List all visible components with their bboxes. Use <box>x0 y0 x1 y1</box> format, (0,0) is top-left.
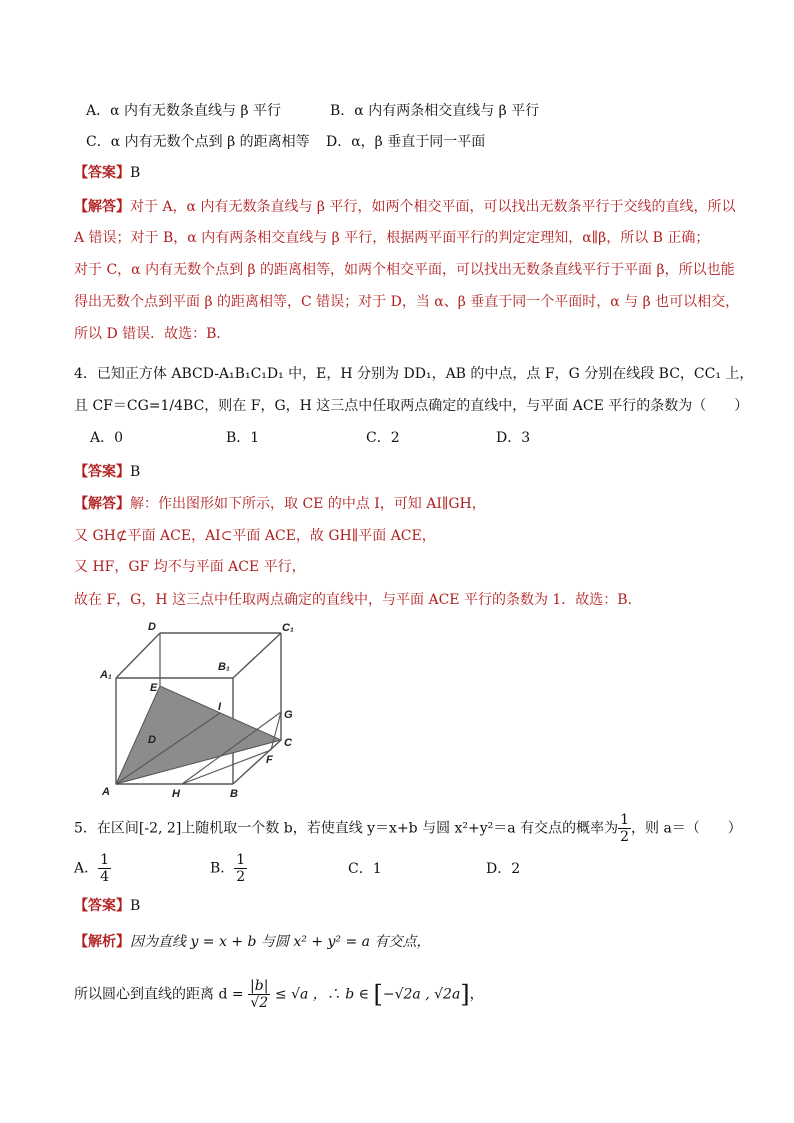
q4-solution-line-2: 又 GH⊄平面 ACE，AI⊂平面 ACE，故 GH∥平面 ACE， <box>74 528 436 544</box>
left-bracket: [ <box>373 980 383 1009</box>
analysis-text: 所以圆心到直线的距离 d = <box>74 986 244 1003</box>
q3-option-d: D．α，β 垂直于同一平面 <box>326 134 486 150</box>
label-d1: D <box>148 621 156 633</box>
fraction-denominator: 4 <box>100 869 110 885</box>
q4-solution-line-4: 故在 F，G，H 这三点中任取两点确定的直线中，与平面 ACE 平行的条数为 1．故选：B． <box>74 592 642 608</box>
q4-stem-line-1: 4．已知正方体 ABCD-A₁B₁C₁D₁ 中，E，H 分别为 DD₁，AB 的中点，点 F，G 分别在线段 BC，CC₁ 上， <box>74 366 754 382</box>
q4-solution-line-1 <box>74 494 486 514</box>
analysis-text: 因为直线 y = x + b 与圆 x² + y² = a 有交点， <box>130 934 431 950</box>
q4-option-d: D．3 <box>496 430 531 446</box>
triangle-ace <box>116 686 281 784</box>
label-c1: C₁ <box>282 622 294 634</box>
q5-option-b <box>210 852 247 885</box>
answer-value: B <box>130 898 141 914</box>
q3-solution-line-3: 对于 C，α 内有无数个点到 β 的距离相等，如两个相交平面，可以找出无数条直线平行于平面 β，所以也能 <box>74 262 735 278</box>
q3-option-a: A．α 内有无数条直线与 β 平行 <box>86 103 282 119</box>
label-h: H <box>172 788 180 800</box>
q5-analysis-line-1 <box>74 932 430 952</box>
analysis-tail: ， <box>469 986 484 1003</box>
q4-stem-line-2: 且 CF＝CG=1/4BC，则在 F，G，H 这三点中任取两点确定的直线中，与平面 ACE 平行的条数为（ ） <box>74 398 749 414</box>
q4-solution-line-3: 又 HF，GF 均不与平面 ACE 平行， <box>74 559 306 575</box>
q4-option-c: C．2 <box>366 430 400 446</box>
q4-option-a: A．0 <box>90 430 124 446</box>
option-label: B． <box>210 860 235 877</box>
interval-text: −√2a , √2a <box>382 986 461 1003</box>
fraction-denominator: 2 <box>236 869 246 885</box>
fraction-numerator: 1 <box>620 812 630 828</box>
q3-option-b: B．α 内有两条相交直线与 β 平行 <box>330 103 540 119</box>
option-label: A． <box>74 860 99 877</box>
answer-tag: 【答案】 <box>74 898 130 914</box>
solution-text: 解：作出图形如下所示，取 CE 的中点 I，可知 AI∥GH， <box>130 496 486 512</box>
q3-solution-line-1 <box>74 197 735 217</box>
q3-solution-line-4: 得出无数个点到平面 β 的距离相等，C 错误；对于 D，当 α、β 垂直于同一个平面时，α 与 β 也可以相交， <box>74 294 740 310</box>
q5-stem <box>74 812 742 845</box>
fraction-numerator: 1 <box>236 852 246 868</box>
fraction-numerator: |b| <box>250 978 269 994</box>
q3-solution-line-2: A 错误；对于 B，α 内有两条相交直线与 β 平行，根据两平面平行的判定定理知，α∥β，所以 B 正确； <box>74 230 710 246</box>
distance-fraction <box>248 978 270 1011</box>
label-g: G <box>284 709 293 721</box>
fraction-denominator: 2 <box>620 829 630 845</box>
label-a1: A₁ <box>100 669 112 681</box>
q3-option-c: C．α 内有无数个点到 β 的距离相等 <box>86 134 310 150</box>
answer-value: B <box>130 464 141 480</box>
answer-value: B <box>130 165 141 181</box>
analysis-tag: 【解析】 <box>74 934 130 950</box>
answer-tag: 【答案】 <box>74 165 130 181</box>
label-i: I <box>218 701 222 713</box>
analysis-inequality: ≤ √a ，∴ b ∈ <box>274 986 370 1003</box>
answer-tag: 【答案】 <box>74 464 130 480</box>
q3-answer <box>74 163 140 183</box>
label-c: C <box>284 737 292 749</box>
label-f: F <box>266 754 273 766</box>
solution-tag: 【解答】 <box>74 496 130 512</box>
option-fraction <box>234 852 247 885</box>
option-fraction <box>98 852 111 885</box>
label-b1: B₁ <box>218 661 230 673</box>
q5-answer <box>74 896 140 916</box>
q5-stem-text: 5．在区间[-2, 2]上随机取一个数 b，若使直线 y＝x+b 与圆 x²+y²＝a 有交点的概率为 <box>74 820 619 837</box>
right-bracket: ] <box>460 980 470 1009</box>
fraction-denominator: √2 <box>250 995 269 1011</box>
label-d: D <box>148 734 156 746</box>
fraction-numerator: 1 <box>100 852 110 868</box>
label-a: A <box>102 786 110 798</box>
cube-figure <box>96 618 312 800</box>
q4-answer <box>74 462 140 482</box>
label-b: B <box>230 788 238 800</box>
solution-text: 对于 A，α 内有无数条直线与 β 平行，如两个相交平面，可以找出无数条平行于交线的直线，所以 <box>130 199 736 215</box>
q5-option-c: C．1 <box>348 861 382 877</box>
q5-stem-tail: ，则 a＝（ ） <box>631 820 742 837</box>
q3-solution-line-5: 所以 D 错误．故选：B． <box>74 326 231 342</box>
q5-stem-fraction <box>618 812 631 845</box>
q5-analysis-line-2 <box>74 978 484 1011</box>
label-e: E <box>150 682 158 694</box>
q5-option-a <box>74 852 111 885</box>
q5-option-d: D．2 <box>486 861 521 877</box>
solution-tag: 【解答】 <box>74 199 130 215</box>
q4-option-b: B．1 <box>226 430 260 446</box>
